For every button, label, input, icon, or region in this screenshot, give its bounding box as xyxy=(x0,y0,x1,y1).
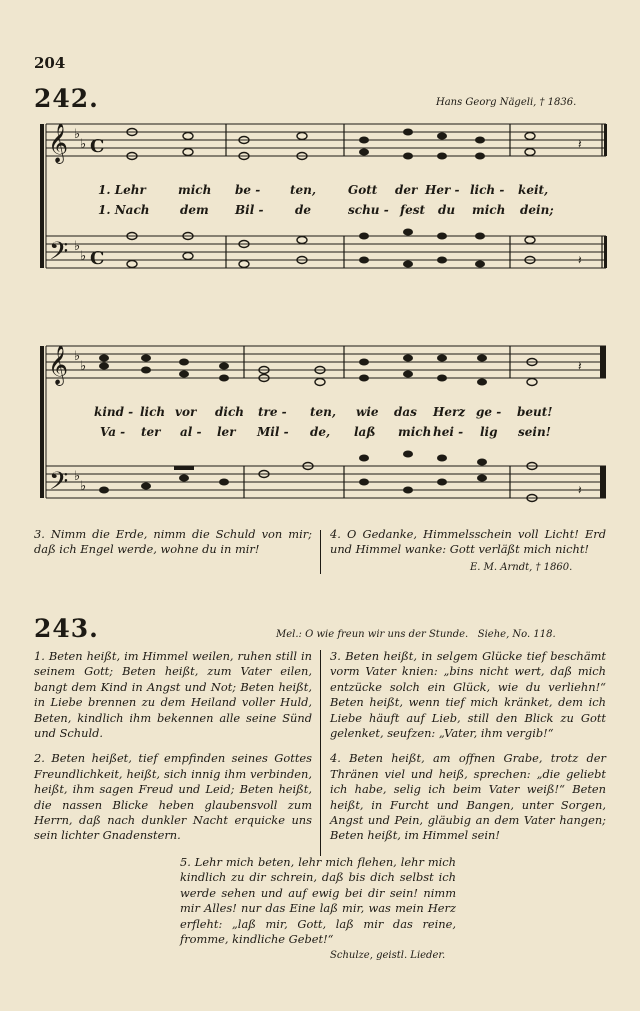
lyric-syllable: ter xyxy=(141,425,161,439)
composer-credit: Hans Georg Nägeli, † 1836. xyxy=(436,97,577,108)
verse-3: 3. Beten heißt, in selgem Glücke tief beschämt vorm Vater knien: „bins nicht wert, daß mich entzücke solch ein Glück, wie du verliehn!“ Beten heißt, wenn tief mich kränket, dem ich Liebe häuft auf Lieb, still den Blick zu Gott gelenket, seufzen: „Vater, ihm vergib!“ xyxy=(330,649,606,741)
lyric-syllable: Herz xyxy=(433,405,466,419)
lyric-syllable: ten, xyxy=(310,405,337,419)
lyric-syllable: fest xyxy=(400,203,426,217)
svg-text:𝄢: 𝄢 xyxy=(49,467,69,502)
lyric-syllable: lig xyxy=(480,425,498,439)
lyric-syllable: 1. Lehr xyxy=(98,183,146,197)
lyrics-line xyxy=(0,203,640,219)
svg-text:𝄢: 𝄢 xyxy=(49,237,69,272)
verses-left-column xyxy=(34,649,312,844)
lyric-syllable: Gott xyxy=(348,183,378,197)
lyric-syllable: Bil - xyxy=(235,203,264,217)
lyric-syllable: der xyxy=(395,183,418,197)
svg-text:♭: ♭ xyxy=(80,479,87,494)
column-divider xyxy=(320,650,321,856)
svg-text:𝄞: 𝄞 xyxy=(48,345,69,385)
lyrics-line xyxy=(0,405,640,421)
lyric-syllable: du xyxy=(438,203,456,217)
verse-4: 4. O Gedanke, Himmelsschein voll Licht! Erd und Himmel wanke: Gott verläßt mich nicht! xyxy=(330,527,606,557)
author-credit: E. M. Arndt, † 1860. xyxy=(470,562,573,573)
svg-text:♭: ♭ xyxy=(74,127,81,142)
lyric-syllable: lich xyxy=(140,405,166,419)
verse-4: 4. Beten heißt, am offnen Grabe, trotz der Thränen viel und heiß, sprechen: „die geliebt ich habe, selig ich beim Vater weiß!“ Beten heißt, in Furcht und Bangen, unter Sorgen, Angst und Pein, gläubig an dem Vater hangen; Beten heißt, im Himmel sein! xyxy=(330,751,606,843)
lyric-syllable: mich xyxy=(178,183,212,197)
lyric-syllable: de, xyxy=(310,425,331,439)
hymn-number: 242. xyxy=(34,84,99,113)
verse-5: 5. Lehr mich beten, lehr mich flehen, lehr mich kindlich zu dir schrein, daß bis dich selbst ich werde sehen und auf ewig bei dir sein! nimm mir Alles! nur das Eine laß mir, was mein Herz erfleht: „laß mir, Gott, laß mir das reine, fromme, kindliche Gebet!“ xyxy=(180,855,456,947)
lyric-syllable: ler xyxy=(217,425,236,439)
lyric-syllable: Va - xyxy=(100,425,126,439)
verse-3: 3. Nimm die Erde, nimm die Schuld von mir; daß ich Engel werde, wohne du in mir! xyxy=(34,527,312,557)
svg-text:𝄽: 𝄽 xyxy=(578,137,582,151)
lyric-syllable: lich - xyxy=(470,183,505,197)
hymn-number: 243. xyxy=(34,614,99,643)
svg-text:♭: ♭ xyxy=(74,469,81,484)
lyric-syllable: dich xyxy=(215,405,244,419)
lyric-syllable: be - xyxy=(235,183,261,197)
lyric-syllable: laß xyxy=(354,425,376,439)
lyric-syllable: das xyxy=(394,405,417,419)
svg-text:𝄽: 𝄽 xyxy=(578,359,582,373)
lyrics-line xyxy=(0,425,640,441)
lyric-syllable: ten, xyxy=(290,183,317,197)
lyric-syllable: mich xyxy=(398,425,432,439)
svg-text:𝄽: 𝄽 xyxy=(578,253,582,267)
lyric-syllable: wie xyxy=(356,405,379,419)
lyric-syllable: kind - xyxy=(94,405,134,419)
lyric-syllable: dein; xyxy=(520,203,554,217)
lyric-syllable: de xyxy=(295,203,312,217)
svg-text:C: C xyxy=(90,136,105,157)
verses-right-column xyxy=(330,649,606,844)
lyric-syllable: mich xyxy=(472,203,506,217)
lyric-syllable: beut! xyxy=(517,405,553,419)
svg-text:C: C xyxy=(90,248,105,269)
verse-1: 1. Beten heißt, im Himmel weilen, ruhen still in seinem Gott; Beten heißt, zum Vater eilen, bangt dem Kind in Angst und Not; Beten heißt, in Liebe brennen zu dem Heiland voller Huld, Beten, kindlich ihm bekennen alle seine Sünd und Schuld. xyxy=(34,649,312,741)
lyric-syllable: 1. Nach xyxy=(98,203,150,217)
lyric-syllable: tre - xyxy=(258,405,287,419)
lyric-syllable: Mil - xyxy=(257,425,289,439)
page-number: 204 xyxy=(34,54,66,72)
lyric-syllable: keit, xyxy=(518,183,549,197)
lyric-syllable: Her - xyxy=(425,183,460,197)
lyric-syllable: hei - xyxy=(433,425,464,439)
svg-text:𝄽: 𝄽 xyxy=(578,483,582,497)
svg-text:♭: ♭ xyxy=(80,359,87,374)
lyric-syllable: vor xyxy=(175,405,197,419)
svg-text:♭: ♭ xyxy=(80,249,87,264)
lyric-syllable: ge - xyxy=(476,405,502,419)
svg-text:𝄞: 𝄞 xyxy=(48,123,69,163)
svg-text:♭: ♭ xyxy=(74,349,81,364)
verse-2: 2. Beten heißet, tief empfinden seines Gottes Freundlichkeit, heißt, sich innig ihm verbinden, heißt, ihm sagen Freud und Leid; Beten heißt, die nassen Blicke heben glaubensvoll zum Herrn, daß nach dunkler Nacht erquicke uns sein lichter Gnadenstern. xyxy=(34,751,312,843)
svg-text:♭: ♭ xyxy=(74,239,81,254)
author-credit: Schulze, geistl. Lieder. xyxy=(330,950,446,961)
lyric-syllable: dem xyxy=(180,203,209,217)
lyric-syllable: al - xyxy=(180,425,202,439)
lyrics-line xyxy=(0,183,640,199)
lyric-syllable: schu - xyxy=(348,203,389,217)
svg-text:♭: ♭ xyxy=(80,137,87,152)
lyric-syllable: sein! xyxy=(518,425,551,439)
melody-reference: Mel.: O wie freun wir uns der Stunde. Siehe, No. 118. xyxy=(276,629,556,640)
column-divider xyxy=(320,530,321,574)
